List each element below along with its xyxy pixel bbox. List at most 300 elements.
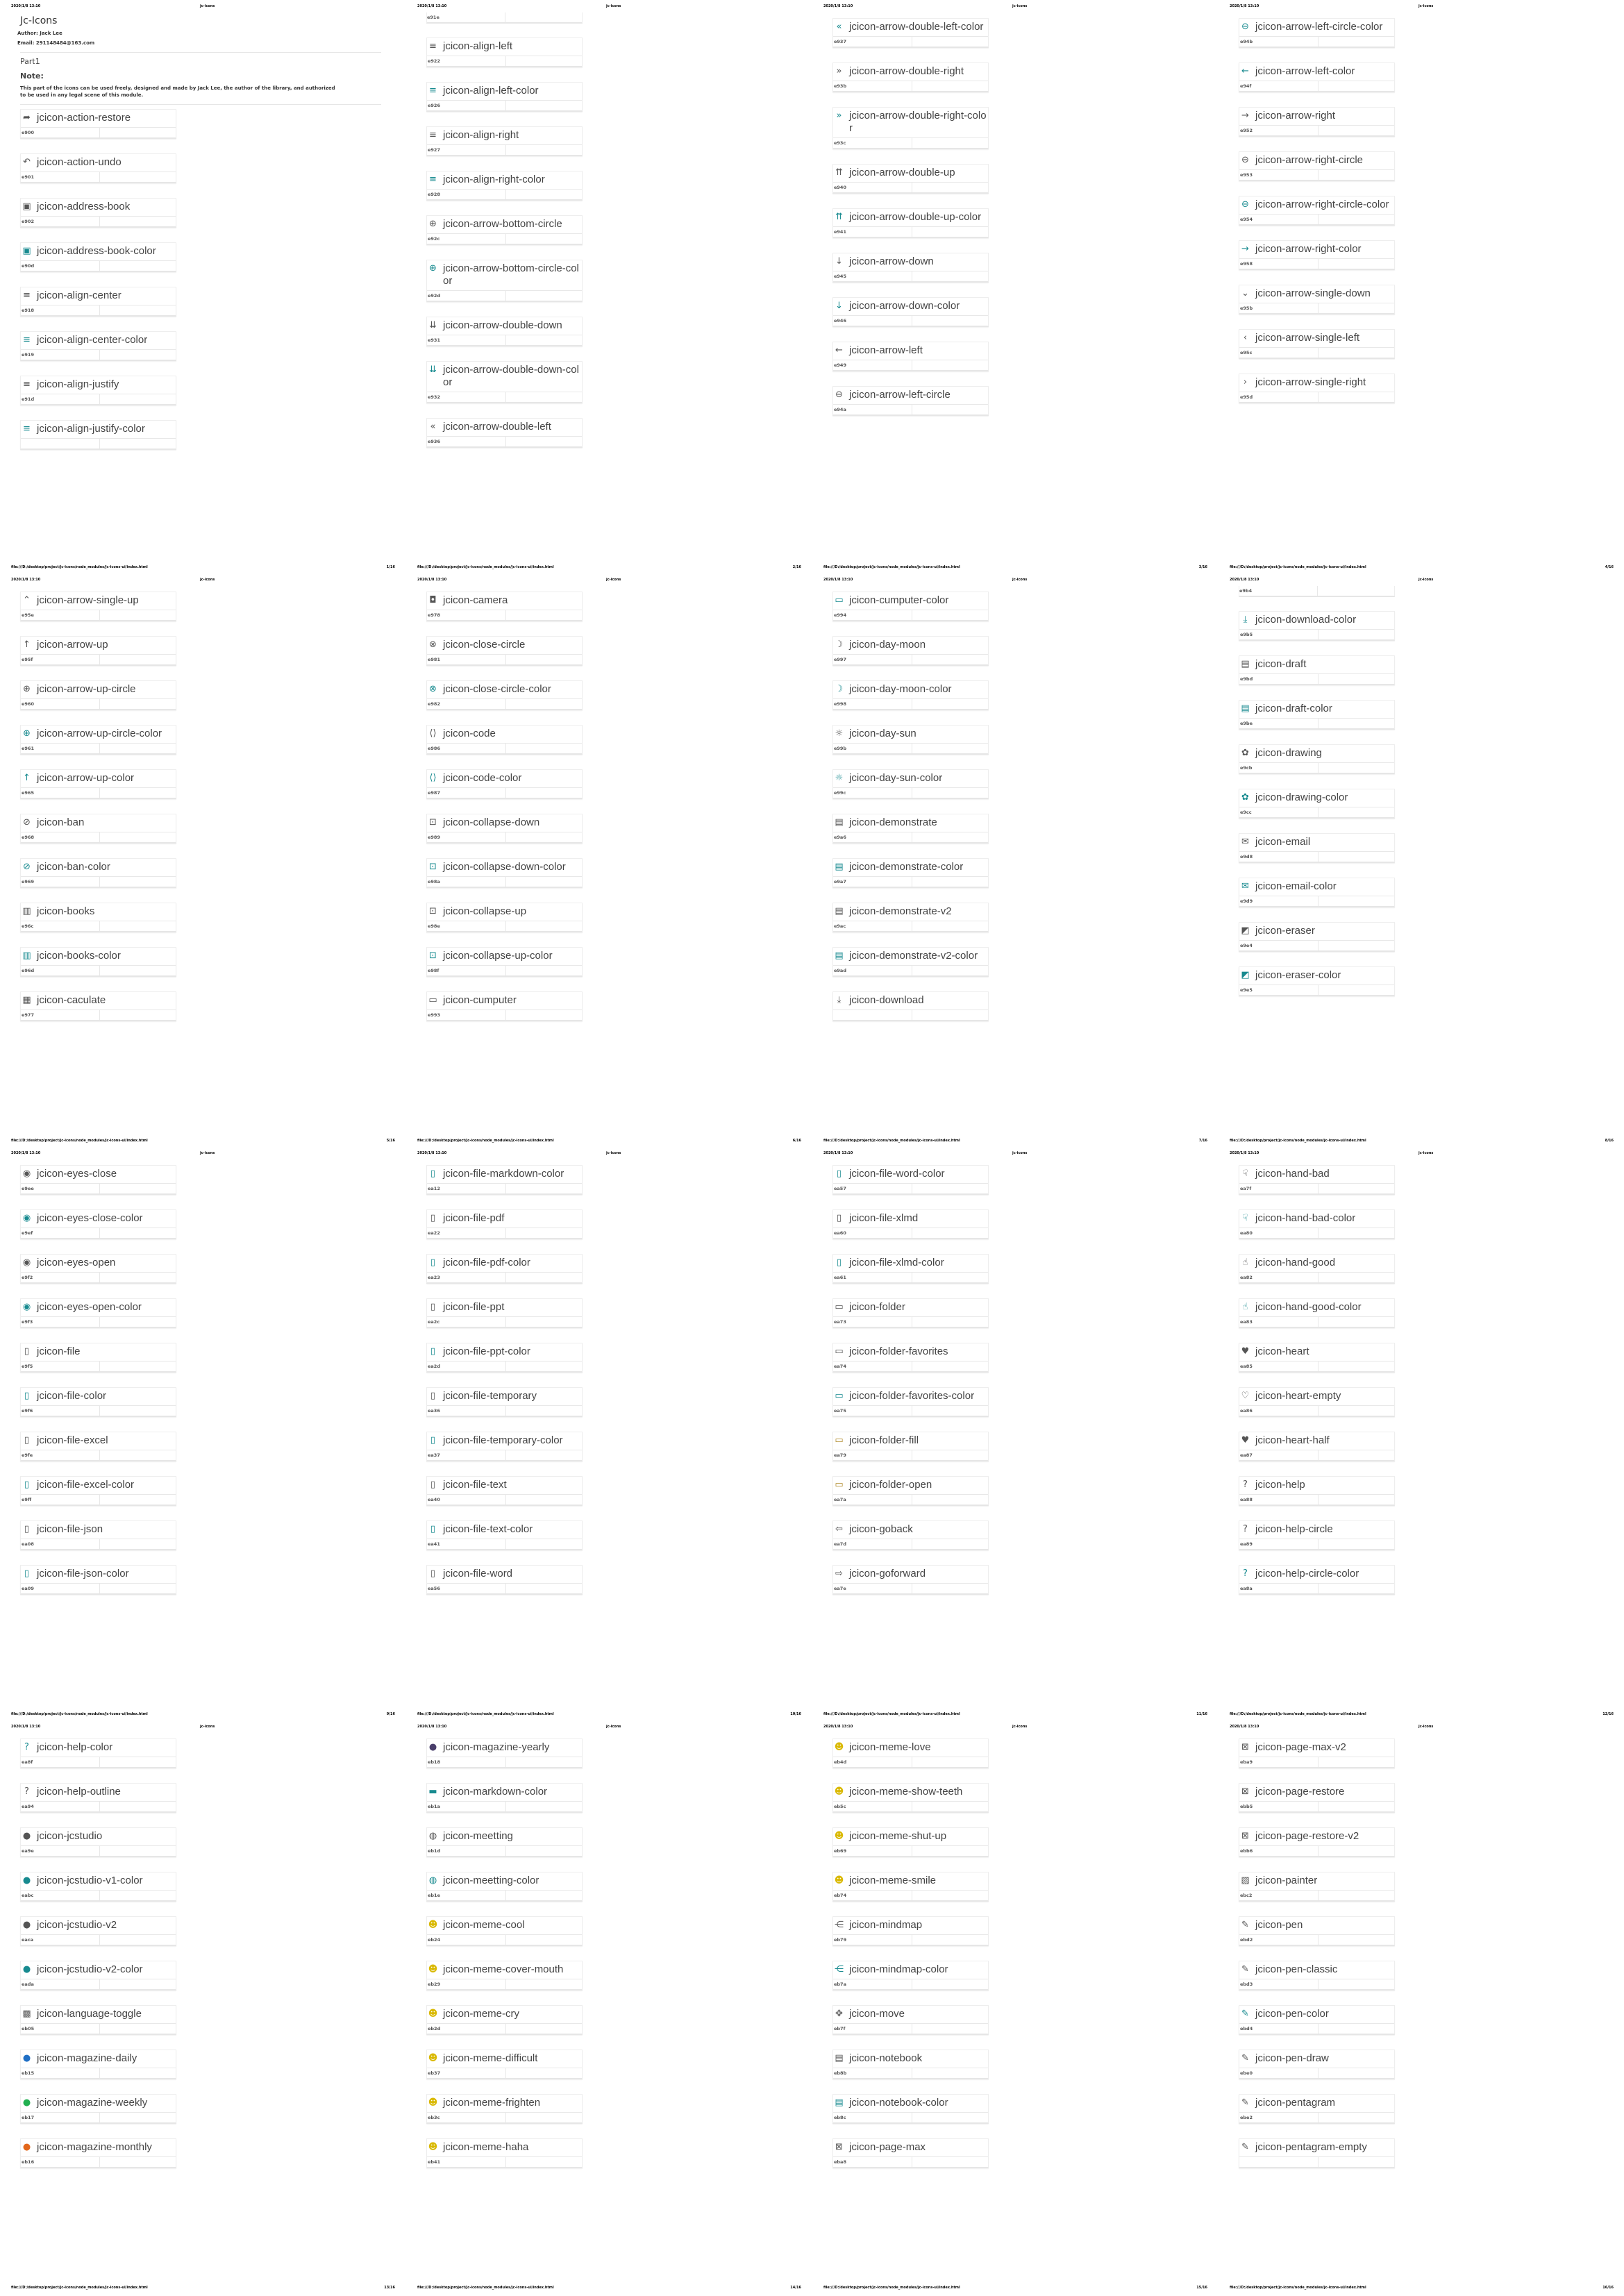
icon-code: eb8c [833,2113,912,2122]
icon-list [1239,1738,1600,2183]
icon-name: jcicon-arrow-single-left [1255,332,1360,344]
icon-code: e987 [427,788,506,798]
icon-card [20,769,176,799]
left-circle-icon: ⊖ [835,389,843,400]
icon-name: jcicon-magazine-daily [37,2052,137,2064]
icon-code: e95f [21,655,100,664]
icon-code: e9fe [21,1450,100,1460]
icon-code: eb15 [21,2068,100,2078]
icon-name: jcicon-align-left [443,40,513,52]
icon-card [20,680,176,710]
icon-list [832,18,1194,430]
icon-card [426,1565,583,1595]
icon-card [832,1432,989,1461]
file-icon: ▯ [430,1480,436,1490]
sun-icon: ☼ [835,728,844,739]
print-title: jc-icons [200,1151,215,1155]
icon-code: e93b [833,81,912,91]
icon-code: e9f6 [21,1406,100,1416]
icon-name: jcicon-file-temporary-color [443,1434,563,1446]
up-circle-icon: ⊕ [23,684,31,694]
icon-card [1239,655,1395,685]
icon-card [426,1520,583,1550]
print-header [823,578,1207,583]
icon-name: jcicon-drawing-color [1255,791,1348,803]
document-page [1219,1720,1624,2294]
arrow-right-icon: → [1241,110,1249,121]
icon-code: e902 [21,217,100,226]
icon-name: jcicon-goback [849,1523,913,1535]
icon-name: jcicon-magazine-yearly [443,1741,550,1753]
eyes-icon: ◉ [22,1168,31,1179]
icon-card [20,1916,176,1946]
icon-code: e977 [21,1010,100,1020]
icon-name: jcicon-align-justify [37,378,119,390]
print-footer [417,1712,801,1718]
icon-code: e952 [1239,126,1319,135]
document-page [0,1720,406,2294]
icon-code: e968 [21,832,100,842]
intro-section [17,15,381,105]
icon-card [832,1520,989,1550]
single-left-icon: ‹ [1243,333,1248,343]
icon-name: jcicon-code-color [443,772,522,784]
icon-name: jcicon-arrow-double-left-color [849,21,984,33]
icon-name: jcicon-arrow-double-down [443,319,562,331]
pen-icon: ✎ [1241,2142,1249,2152]
icon-card [426,1783,583,1813]
icon-card [1239,196,1395,226]
icon-code: e960 [21,699,100,709]
icon-name: jcicon-file-xlmd [849,1212,919,1224]
icon-name: jcicon-arrow-up-circle-color [37,728,162,739]
icon-code: e940 [833,183,912,192]
page-number: 12/16 [1602,1712,1614,1716]
help-icon: ? [1243,1568,1248,1579]
icon-list [426,12,787,462]
icon-card [20,1209,176,1239]
icon-name: jcicon-file-text [443,1479,507,1491]
icon-code: ebc2 [1239,1891,1319,1900]
icon-name: jcicon-day-moon [849,639,926,651]
icon-card [20,1298,176,1328]
icon-code: e981 [427,655,506,664]
icon-card [426,680,583,710]
document-page [406,1147,812,1720]
print-header [823,1151,1207,1157]
icon-code: ebe2 [1239,2113,1319,2122]
hand-good-icon: ☝ [1242,1302,1248,1312]
icon-name: jcicon-address-book [37,201,131,212]
icon-code: e994 [833,610,912,620]
arrow-left-icon: ← [835,345,843,355]
icon-card [20,109,176,139]
icon-code: e949 [833,360,912,370]
icon-code: e9bd [1239,674,1319,684]
icon-code: e95b [1239,303,1319,313]
icon-card [20,2050,176,2079]
icon-name: jcicon-file-word [443,1568,513,1579]
document-page [406,1720,812,2294]
icon-card [20,2005,176,2035]
icon-name: jcicon-arrow-down [849,255,934,267]
document-page [0,1147,406,1720]
collapse-icon: ⊡ [429,950,437,961]
document-page [812,573,1219,1147]
print-header [1230,4,1614,10]
print-footer [417,2286,801,2291]
icon-name: jcicon-file-json [37,1523,103,1535]
print-title: jc-icons [606,1725,621,1729]
icon-code: eb69 [833,1846,912,1856]
icon-code: ea9e [21,1846,100,1856]
icon-name: jcicon-arrow-single-up [37,594,139,606]
double-left-icon: « [430,421,436,432]
print-date: 2020/1/8 13:10 [417,578,447,582]
icon-name: jcicon-arrow-left-circle [849,389,951,401]
notebook-icon: ▤ [835,2053,844,2063]
icon-name: jcicon-meme-cool [443,1919,525,1931]
icon-name: jcicon-meme-show-teeth [849,1786,963,1798]
painter-icon: ▨ [1241,1875,1250,1886]
page-number: 14/16 [790,2286,801,2290]
arrow-up-icon: ↑ [23,639,31,650]
print-footer [1230,2286,1614,2291]
print-header [1230,1151,1614,1157]
print-footer [823,1139,1207,1144]
icon-name: jcicon-drawing [1255,747,1322,759]
print-footer [823,2286,1207,2291]
print-path: file:///D:/desktop/project/jc-icons/node_modules/jc-icons-ui/index.html [823,1712,960,1716]
icon-name: jcicon-day-moon-color [849,683,952,695]
collapse-icon: ⊡ [429,906,437,916]
icon-code: eb24 [427,1935,506,1945]
icon-code: ea37 [427,1450,506,1460]
icon-code: e993 [427,1010,506,1020]
icon-card [426,418,583,448]
jcstudio-icon: ● [22,1831,31,1841]
icon-card [20,1520,176,1550]
single-down-icon: ⌄ [1241,288,1249,299]
file-icon: ▯ [430,1391,436,1401]
close-circle-icon: ⊗ [429,639,437,650]
icon-card [1239,1432,1395,1461]
align-icon: ≡ [23,290,31,301]
pen-icon: ✎ [1241,1964,1249,1975]
icon-code: eb4d [833,1757,912,1767]
icon-name: jcicon-arrow-bottom-circle-color [443,262,579,287]
icon-code: eb1d [427,1846,506,1856]
icon-code: e9e5 [1239,985,1319,995]
icon-card [20,858,176,888]
page-number: 4/16 [1605,565,1614,569]
icon-name: jcicon-meme-shut-up [849,1830,947,1842]
page-icon: ⊠ [1241,1742,1249,1752]
icon-list [20,592,381,1036]
demonstrate-icon: ▤ [835,950,844,961]
icon-card [1239,1476,1395,1506]
icon-name: jcicon-heart [1255,1346,1309,1357]
arrow-down-icon: ↓ [835,256,843,267]
file-icon: ▯ [430,1568,436,1579]
icon-card [20,2138,176,2168]
document-page [1219,573,1624,1147]
icon-card [1239,2050,1395,2079]
print-title: jc-icons [1418,1151,1434,1155]
icon-card [426,1387,583,1417]
icon-code: e931 [427,335,506,345]
print-footer [1230,565,1614,571]
icon-list [832,1165,1194,1609]
print-path: file:///D:/desktop/project/jc-icons/node_modules/jc-icons-ui/index.html [11,565,148,569]
icon-code: e9a6 [833,832,912,842]
icon-code: e9cb [1239,763,1319,773]
icon-list [1239,18,1600,418]
icon-card [1239,1209,1395,1239]
icon-code: eb5c [833,1802,912,1811]
print-footer [11,1139,395,1144]
icon-card [426,1165,583,1195]
cumputer-icon: ▭ [835,595,844,605]
icon-card [426,126,583,156]
print-date: 2020/1/8 13:10 [11,1725,41,1729]
print-title: jc-icons [200,1725,215,1729]
icon-name: jcicon-arrow-left-color [1255,65,1355,77]
icon-name: jcicon-draft [1255,658,1307,670]
icon-code: eb2d [427,2024,506,2034]
print-date: 2020/1/8 13:10 [1230,1725,1259,1729]
icon-card [426,1961,583,1991]
icon-code: ea8f [21,1757,100,1767]
icon-code: e986 [427,744,506,753]
icon-card [20,1165,176,1195]
icon-name: jcicon-file-pdf-color [443,1257,530,1268]
icon-code: e937 [833,37,912,47]
double-left-icon: « [836,22,842,32]
icon-name: jcicon-file [37,1346,81,1357]
icon-code: ea7a [833,1495,912,1505]
icon-name: jcicon-arrow-up [37,639,108,651]
icon-card [20,1961,176,1991]
icon-name: jcicon-align-center [37,290,122,301]
icon-name: jcicon-file-pdf [443,1212,505,1224]
icon-code [833,1010,912,1020]
icon-card [1239,374,1395,403]
icon-name: jcicon-help-outline [37,1786,121,1798]
icon-name: jcicon-eraser [1255,925,1315,937]
ban-icon: ⊘ [23,817,31,828]
print-footer [823,1712,1207,1718]
icon-code: e922 [427,56,506,66]
icon-list [1239,586,1600,1011]
icon-code: e9d9 [1239,896,1319,906]
double-up-icon: ⇈ [835,167,843,178]
print-path: file:///D:/desktop/project/jc-icons/node_modules/jc-icons-ui/index.html [417,1712,554,1716]
icon-code: e94a [833,405,912,414]
icon-code: eb18 [427,1757,506,1767]
icon-code: eb74 [833,1891,912,1900]
eyes-icon: ◉ [22,1213,31,1223]
icon-card [832,858,989,888]
arrow-left-icon: ← [1241,66,1249,76]
icon-card [426,317,583,346]
code-icon: ⟨⟩ [429,728,437,739]
collapse-icon: ⊡ [429,817,437,828]
file-icon: ▯ [24,1524,30,1534]
icon-card [832,253,989,283]
icon-code: eabc [21,1891,100,1900]
icon-name: jcicon-meetting [443,1830,513,1842]
meme-icon: ☻ [834,1831,844,1841]
icon-card [426,1916,583,1946]
icon-card [832,1254,989,1284]
continued-card [426,12,583,24]
magazine-icon: ● [22,2053,31,2063]
pen-icon: ✎ [1241,2053,1249,2063]
icon-card [832,1565,989,1595]
icon-card [1239,1387,1395,1417]
help-icon: ? [24,1742,29,1752]
icon-code: e945 [833,271,912,281]
page-icon: ⊠ [1241,1831,1249,1841]
icon-name: jcicon-code [443,728,496,739]
icon-code: e900 [21,128,100,137]
double-down-icon: ⇊ [429,320,437,330]
print-footer [417,565,801,571]
print-footer [11,2286,395,2291]
cumputer-icon: ▭ [428,995,437,1005]
icon-card [20,198,176,228]
icon-name: jcicon-meme-cry [443,2008,520,2020]
icon-card [1239,2005,1395,2035]
icon-card [832,1476,989,1506]
icon-name: jcicon-file-json-color [37,1568,129,1579]
icon-code: e9ee [21,1184,100,1193]
icon-code: ea7f [1239,1184,1319,1193]
icon-card [1239,878,1395,907]
icon-card [832,1783,989,1813]
icon-code: e953 [1239,170,1319,180]
icon-list [426,592,787,1036]
icon-name: jcicon-cumputer-color [849,594,949,606]
icon-card [832,164,989,194]
icon-card [1239,922,1395,952]
icon-name: jcicon-meme-smile [849,1875,937,1886]
page-number: 15/16 [1196,2286,1207,2290]
icon-code: e997 [833,655,912,664]
icon-name: jcicon-align-center-color [37,334,148,346]
icon-card [20,287,176,317]
markdown-icon: ▬ [428,1786,437,1797]
icon-card [832,592,989,621]
icon-code: e954 [1239,215,1319,224]
page-number: 13/16 [384,2286,395,2290]
icon-name: jcicon-markdown-color [443,1786,548,1798]
icon-name: jcicon-arrow-left [849,344,923,356]
icon-name: jcicon-arrow-single-down [1255,287,1371,299]
icon-code: e919 [21,350,100,360]
icon-code: e9f5 [21,1361,100,1371]
email: Email: 291148484@163.com [17,40,95,46]
address-book-icon: ▣ [22,246,31,256]
arrow-down-icon: ↓ [835,301,843,311]
icon-card [1239,2094,1395,2124]
icon-code: ea94 [21,1802,100,1811]
page-number: 1/16 [386,565,395,569]
print-header [11,1151,395,1157]
icon-name: jcicon-address-book-color [37,245,156,257]
icon-code [1239,2157,1319,2167]
print-title: jc-icons [606,578,621,582]
icon-code: eb37 [427,2068,506,2078]
icon-name: jcicon-download-color [1255,614,1357,626]
print-date: 2020/1/8 13:10 [11,578,41,582]
icon-name: jcicon-demonstrate-color [849,861,964,873]
icon-name: jcicon-arrow-double-down-color [443,364,579,388]
icon-name: jcicon-file-ppt-color [443,1346,530,1357]
icon-card [832,1298,989,1328]
print-path: file:///D:/desktop/project/jc-icons/node_modules/jc-icons-ui/index.html [1230,565,1366,569]
page-number: 6/16 [792,1139,801,1143]
icon-code: ea23 [427,1273,506,1282]
icon-code: eb8b [833,2068,912,2078]
icon-name: jcicon-magazine-weekly [37,2097,148,2109]
file-icon: ▯ [836,1168,842,1179]
icon-code: ea88 [1239,1495,1319,1505]
action-undo-icon: ↶ [23,157,31,167]
icon-card [1239,62,1395,92]
meme-icon: ☻ [428,1964,438,1975]
icon-code: e9ef [21,1228,100,1238]
icon-name: jcicon-arrow-right-color [1255,243,1362,255]
icon-card [426,1209,583,1239]
file-icon: ▯ [430,1302,436,1312]
page-number: 16/16 [1602,2286,1614,2290]
icon-name: jcicon-arrow-bottom-circle [443,218,562,230]
print-header [823,4,1207,10]
double-up-icon: ⇈ [835,212,843,222]
icon-card [832,386,989,416]
icon-code: e918 [21,305,100,315]
icon-name: jcicon-arrow-double-left [443,421,551,433]
icon-code: ea89 [1239,1539,1319,1549]
icon-code: eaca [21,1935,100,1945]
icon-card [20,991,176,1021]
file-icon: ▯ [24,1435,30,1446]
ban-icon: ⊘ [23,862,31,872]
pen-icon: ✎ [1241,1920,1249,1930]
icon-code: ea12 [427,1184,506,1193]
icon-name: jcicon-file-markdown-color [443,1168,564,1180]
file-icon: ▯ [24,1391,30,1401]
icon-name: jcicon-pen-color [1255,2008,1329,2020]
single-up-icon: ⌃ [23,595,31,605]
icon-card [1239,833,1395,863]
icon-name: jcicon-close-circle [443,639,526,651]
file-icon: ▯ [430,1257,436,1268]
icon-card [20,1783,176,1813]
icon-code: ea73 [833,1317,912,1327]
email-icon: ✉ [1241,881,1249,891]
icon-name: jcicon-align-justify-color [37,423,145,435]
icon-code: eb79 [833,1935,912,1945]
doc-heading: Jc-Icons [20,15,58,26]
icon-name: jcicon-collapse-down [443,816,540,828]
icon-card [426,260,583,302]
icon-name: jcicon-arrow-double-up [849,167,955,178]
icon-card [426,1738,583,1768]
icon-code: ea2c [427,1317,506,1327]
